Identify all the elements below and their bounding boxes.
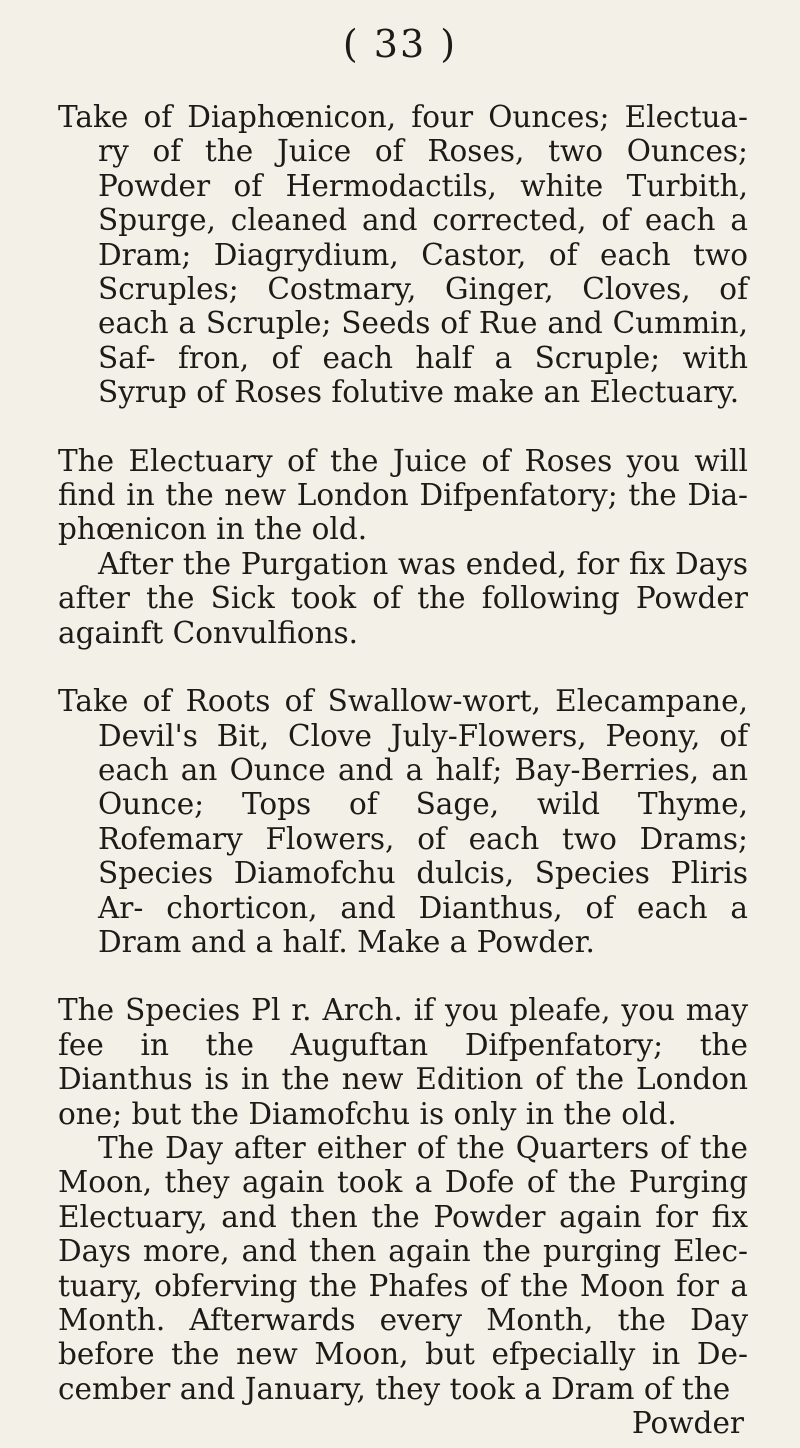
- paragraph-note-electuary: The Electuary of the Juice of Roses you will find in the new London Difpenfatory; the Dia- phœnicon in the old.: [58, 443, 748, 547]
- paragraph-after-purgation: After the Purgation was ended, for fix Days after the Sick took of the following Powder againft Convulfions.: [58, 546, 748, 650]
- paragraph-gap: [58, 410, 748, 444]
- page-number: ( 33 ): [342, 22, 458, 66]
- paragraph-gap: [58, 959, 748, 993]
- paragraph-note-species: The Species Pl r. Arch. if you pleafe, you may fee in the Auguftan Difpenfatory; the Dianthus is in the new Edition of the London one; but the Diamofchu is only in the old.: [58, 993, 748, 1131]
- paragraph-gap: [58, 650, 748, 684]
- paragraph-recipe-electuary: Take of Diaphœnicon, four Ounces; Electua- ry of the Juice of Roses, two Ounces; Powder of Hermodactils, white Turbith, Spurge, cleaned and corrected, of each a Dram; Diagrydium, Castor, of each two Scruples; Costmary, Ginger, Cloves, of each a Scruple; Seeds of Rue and Cummin, Saf- fron, of each half a Scruple; with Syrup of Roses folutive make an Electuary.: [58, 100, 748, 410]
- catchword: Powder: [631, 1406, 744, 1441]
- paragraph-recipe-powder: Take of Roots of Swallow-wort, Elecampane, Devil's Bit, Clove July-Flowers, Peony, of each an Ounce and a half; Bay-Berries, an Ounce; Tops of Sage, wild Thyme, Rofemary Flowers, of each two Drams; Species Diamofchu dulcis, Species Pliris Ar- chorticon, and Dianthus, of each a Dram and a half. Make a Powder.: [58, 684, 748, 959]
- paragraph-day-after: The Day after either of the Quarters of the Moon, they again took a Dofe of the Purging Electuary, and then the Powder again for fix Days more, and then again the purging Elec- tuary, obferving the Phafes of the Moon for a Month. Afterwards every Month, the Day before the new Moon, but efpecially in De- cember and January, they took a Dram of the: [58, 1130, 748, 1406]
- page-text: [58, 100, 748, 1441]
